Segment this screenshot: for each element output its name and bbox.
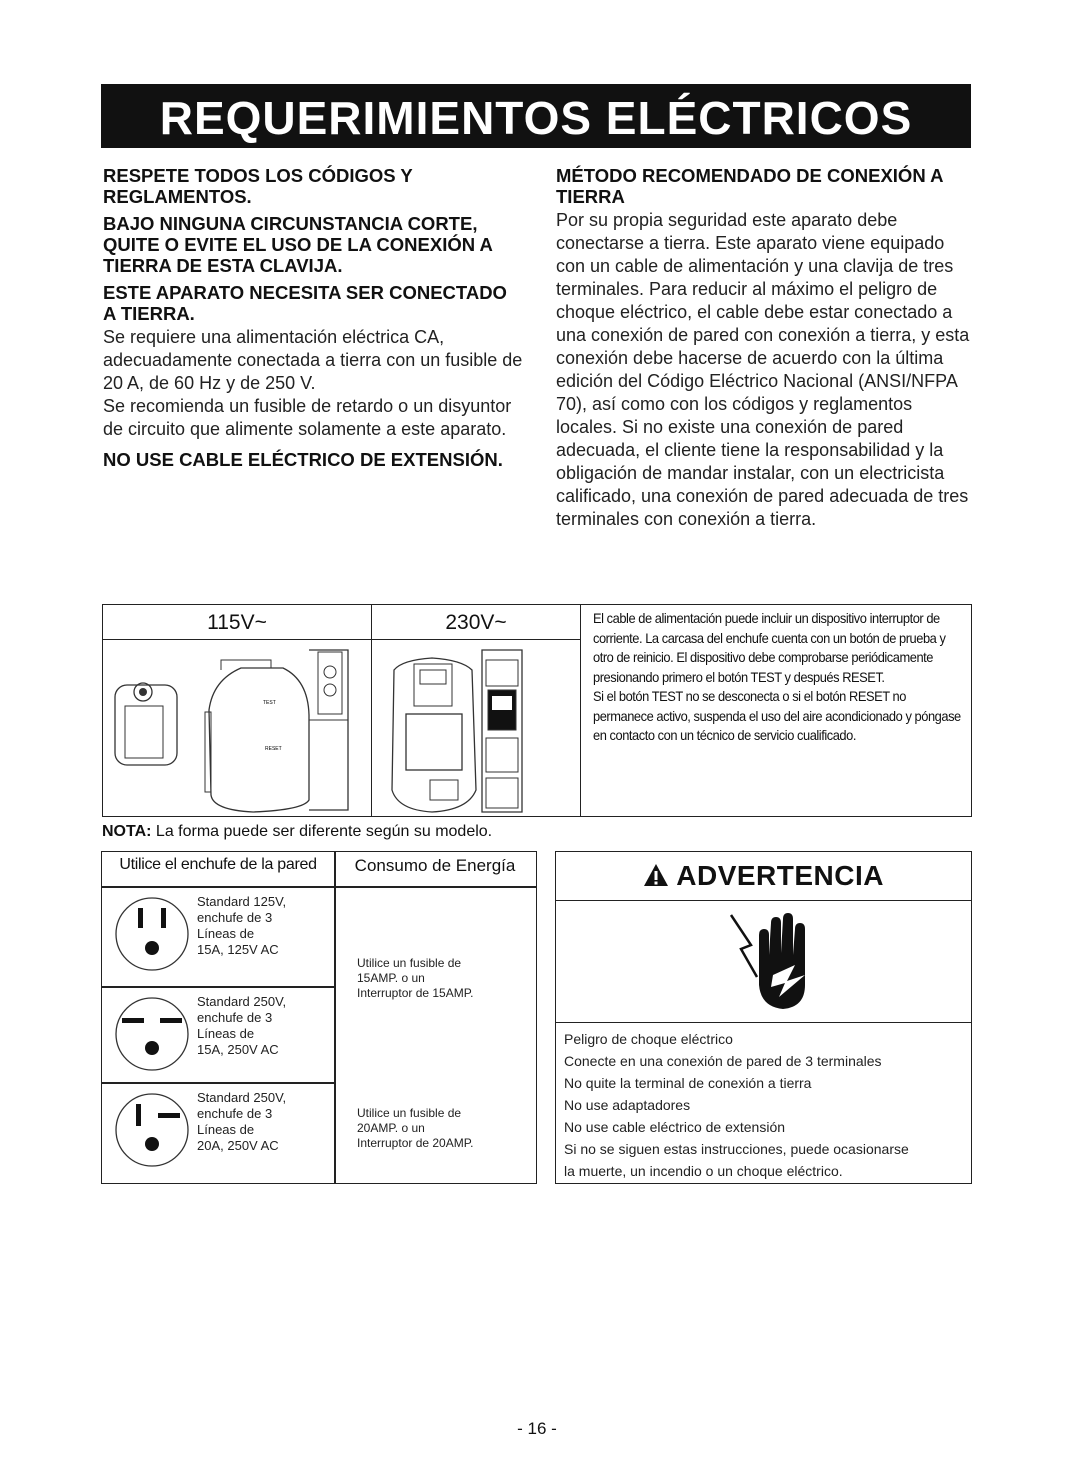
- test-button-label: TEST: [263, 700, 276, 706]
- paragraph-power-supply: Se requiere una alimentación eléctrica CA, adecuadamente conectada a tierra con un fusible de 20 A, de 60 Hz y de 250 V.: [103, 327, 523, 393]
- plug-spec: Standard 250V,: [197, 1090, 287, 1105]
- warning-line: Conecte en una conexión de pared de 3 terminales: [564, 1053, 882, 1069]
- heading-grounded: ESTE APARATO NECESITA SER CONECTADO A TIERRA.: [103, 282, 507, 324]
- left-column: [103, 165, 523, 476]
- warning-label: [556, 860, 971, 892]
- plug-table-header-power: Consumo de Energía: [354, 856, 516, 875]
- device-230v-cell: [372, 605, 581, 816]
- fuse-text: Interruptor de 20AMP.: [357, 1136, 474, 1150]
- warning-line: la muerte, un incendio o un choque eléctrico.: [564, 1163, 843, 1179]
- plug-spec: enchufe de 3: [197, 1010, 273, 1025]
- warning-line: No use adaptadores: [564, 1097, 691, 1113]
- plug-table: [101, 851, 537, 1184]
- paragraph-grounding: Por su propia seguridad este aparato debe conectarse a tierra. Este aparato viene equipado con un cable de alimentación y una clavija de tres terminales. Para reducir al máximo el peligro de choque eléctrico, el cable debe estar conectado a una conexión de pared con conexión a tierra, y esta conexión debe hacerse de acuerdo con la última edición del Código Eléctrico Nacional (ANSI/NFPA 70), así como con los códigos y reglamentos locales. Si no existe una conexión de pared adecuada, el cliente tiene la responsabilidad y la obligación de mandar instalar, con un electricista calificado, una conexión de pared adecuada de tres terminales con conexión a tierra.: [556, 210, 970, 529]
- plug-row: [102, 988, 334, 1086]
- note: [102, 823, 492, 841]
- plug-spec: 15A, 250V AC: [197, 1042, 279, 1057]
- paragraph-fuse: Se recomienda un fusible de retardo o un disyuntor de circuito que alimente solamente a este aparato.: [103, 396, 512, 439]
- plug-spec: Líneas de: [197, 1026, 255, 1041]
- plug-spec: enchufe de 3: [197, 1106, 273, 1121]
- gfci-description: [593, 609, 966, 746]
- warning-line: No quite la terminal de conexión a tierra: [564, 1075, 812, 1091]
- warning-line: Si no se siguen estas instrucciones, puede ocasionarse: [564, 1141, 909, 1157]
- warning-header: [556, 852, 971, 901]
- fuse-text: Interruptor de 15AMP.: [357, 986, 474, 1000]
- fuse-text: 20AMP. o un: [357, 1121, 425, 1135]
- plug-row-text: [197, 1090, 286, 1154]
- plug-spec: Líneas de: [197, 1122, 255, 1137]
- warning-triangle-icon: [643, 863, 669, 887]
- warning-box: [555, 851, 972, 1184]
- heading-codes: RESPETE TODOS LOS CÓDIGOS Y REGLAMENTOS.: [103, 165, 413, 207]
- warning-title: ADVERTENCIA: [676, 860, 884, 891]
- plug-spec: 15A, 125V AC: [197, 942, 279, 957]
- device-panel: [102, 604, 972, 817]
- plug-spec: Líneas de: [197, 926, 255, 941]
- electric-shock-hand-icon: [721, 905, 821, 1015]
- reset-button-label: RESET: [265, 746, 282, 752]
- shock-hazard-area: [556, 901, 971, 1023]
- fuse-text: 15AMP. o un: [357, 971, 425, 985]
- warning-text: [564, 1028, 909, 1182]
- fuse-text: Utilice un fusible de: [357, 1106, 462, 1120]
- plug-row: [102, 1084, 334, 1182]
- device-115v-cell: [103, 605, 372, 816]
- plug-115v-illustration: [103, 640, 371, 815]
- plug-spec: Standard 125V,: [197, 894, 287, 909]
- voltage-115-label: 115V~: [103, 605, 371, 640]
- fuse-15amp: [357, 956, 474, 1001]
- heading-grounding-method: MÉTODO RECOMENDADO DE CONEXIÓN A TIERRA: [556, 165, 943, 207]
- page-title: REQUERIMIENTOS ELÉCTRICOS: [101, 84, 971, 148]
- plug-table-header-outlet: Utilice el enchufe de la pared: [119, 856, 317, 873]
- note-text: La forma puede ser diferente según su modelo.: [151, 823, 493, 840]
- plug-row: [102, 888, 334, 986]
- fuse-text: Utilice un fusible de: [357, 956, 462, 970]
- gfci-text-1: El cable de alimentación puede incluir un dispositivo interruptor de corriente. La carcasa del enchufe cuenta con un botón de prueba y otro de reinicio. El dispositivo debe comprobarse periódicamente presionando primero el botón TEST y después RESET.: [593, 610, 946, 685]
- plug-spec: Standard 250V,: [197, 994, 287, 1009]
- heading-ground-warning: BAJO NINGUNA CIRCUNSTANCIA CORTE, QUITE O EVITE EL USO DE LA CONEXIÓN A TIERRA DE ESTA CLAVIJA.: [103, 213, 493, 276]
- warning-line: No use cable eléctrico de extensión: [564, 1119, 786, 1135]
- warning-line: Peligro de choque eléctrico: [564, 1031, 733, 1047]
- heading-no-extension: NO USE CABLE ELÉCTRICO DE EXTENSIÓN.: [103, 449, 503, 470]
- outlet-250v-15a-icon: [112, 994, 192, 1074]
- plug-230v-illustration: [372, 640, 580, 815]
- note-label: NOTA:: [102, 823, 152, 840]
- outlet-125v-15a-icon: [112, 894, 192, 974]
- gfci-text-2: Si el botón TEST no se desconecta o si el botón RESET no permanece activo, suspenda el uso del aire acondicionado y póngase en contacto con un técnico de servicio cualificado.: [593, 688, 961, 743]
- plug-spec: 20A, 250V AC: [197, 1138, 279, 1153]
- plug-row-text: [197, 894, 286, 958]
- outlet-250v-20a-icon: [112, 1090, 192, 1170]
- page-number: - 16 -: [517, 1419, 557, 1438]
- plug-spec: enchufe de 3: [197, 910, 273, 925]
- right-column: [556, 165, 976, 531]
- fuse-20amp: [357, 1106, 474, 1151]
- voltage-230-label: 230V~: [372, 605, 580, 640]
- plug-row-text: [197, 994, 286, 1058]
